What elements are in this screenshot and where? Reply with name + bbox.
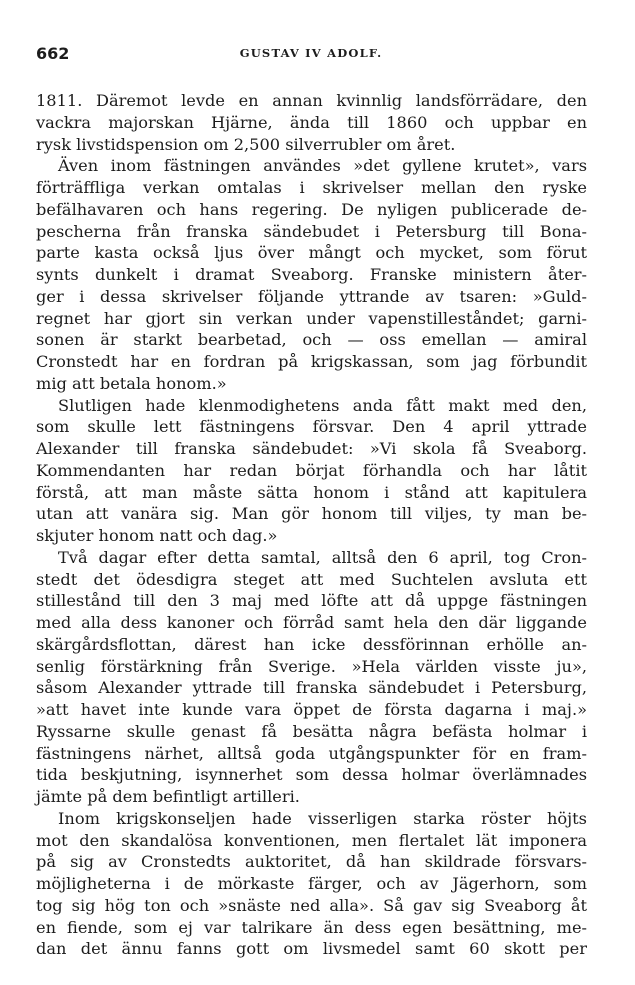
text-line: tida beskjutning, isynnerhet som dessa holmar överlämnades [36, 765, 587, 785]
text-line: Slutligen hade klenmodighetens anda fått makt med den, [58, 395, 587, 415]
text-line: vackra majorskan Hjärne, ända till 1860 och uppbar en [36, 112, 587, 132]
text-line: »att havet inte kunde vara öppet de första dagarna i maj.» [36, 700, 587, 719]
text-line: skärgårdsflottan, därest han icke dessförinnan erhölle an- [36, 634, 587, 654]
text-line: rysk livstidspension om 2,500 silverrubler om året. [36, 134, 456, 154]
page-header [36, 44, 586, 68]
text-line: pescherna från franska sändebudet i Petersburg till Bona- [36, 221, 587, 241]
text-line: befälhavaren och hans regering. De nyligen publicerade de- [36, 199, 587, 219]
text-line: tog sig hög ton och »snäste ned alla». Så gav sig Sveaborg åt [36, 895, 587, 915]
text-line: Alexander till franska sändebudet: »Vi skola få Sveaborg. [36, 439, 587, 458]
text-line: 1811. Däremot levde en annan kvinnlig landsförrädare, den [36, 91, 587, 110]
text-line: sonen är starkt bearbetad, och — oss emellan — amiral [36, 330, 587, 350]
text-line: Cronstedt har en fordran på krigskassan, som jag förbundit [36, 352, 587, 371]
text-line: parte kasta också ljus över mångt och mycket, som förut [36, 243, 587, 263]
text-line: fästningens närhet, alltså goda utgångspunkter för en fram- [36, 743, 587, 763]
text-line: jämte på dem befintligt artilleri. [36, 787, 300, 806]
text-line: mot den skandalösa konventionen, men flertalet lät imponera [36, 830, 587, 850]
text-line: mig att betala honom.» [36, 373, 227, 393]
text-line: skjuter honom natt och dag.» [36, 526, 278, 545]
page-number: 662 [36, 44, 70, 63]
text-line: ger i dessa skrivelser följande yttrande av tsaren: »Guld- [36, 286, 587, 306]
text-line: Även inom fästningen användes »det gyllene krutet», vars [58, 156, 587, 176]
body-text [36, 90, 587, 960]
text-line: en fiende, som ej var talrikare än dess egen besättning, me- [36, 917, 587, 937]
text-line: med alla dess kanoner och förråd samt hela den där liggande [36, 613, 587, 632]
text-line: Två dagar efter detta samtal, alltså den 6 april, tog Cron- [58, 547, 587, 567]
text-line: senlig förstärkning från Sverige. »Hela världen visste ju», [36, 656, 587, 676]
text-line: såsom Alexander yttrade till franska sändebudet i Petersburg, [36, 678, 587, 698]
text-line: på sig av Cronstedts auktoritet, då han skildrade försvars- [36, 852, 587, 872]
text-line: stillestånd till den 3 maj med löfte att då uppge fästningen [36, 591, 587, 611]
text-line: Kommendanten har redan börjat förhandla och har låtit [36, 460, 587, 480]
text-line: stedt det ödesdigra steget att med Suchtelen avsluta ett [36, 569, 587, 589]
text-line: möjligheterna i de mörkaste färger, och av Jägerhorn, som [36, 874, 587, 893]
text-line: förträffliga verkan omtalas i skrivelser mellan den ryske [36, 178, 587, 197]
text-line: utan att vanära sig. Man gör honom till viljes, ty man be- [36, 504, 587, 524]
running-head: GUSTAV IV ADOLF. [239, 46, 383, 60]
text-line: synts dunkelt i dramat Sveaborg. Franske ministern åter- [36, 265, 587, 284]
text-line: regnet har gjort sin verkan under vapenstilleståndet; garni- [36, 308, 587, 328]
text-line: Ryssarne skulle genast få besätta några befästa holmar i [36, 721, 587, 741]
text-line: som skulle lett fästningens försvar. Den 4 april yttrade [36, 417, 587, 437]
text-line: förstå, att man måste sätta honom i stånd att kapitulera [36, 482, 587, 502]
text-line: dan det ännu fanns gott om livsmedel samt 60 skott per [36, 939, 587, 959]
text-line: Inom krigskonseljen hade visserligen starka röster höjts [58, 808, 587, 828]
